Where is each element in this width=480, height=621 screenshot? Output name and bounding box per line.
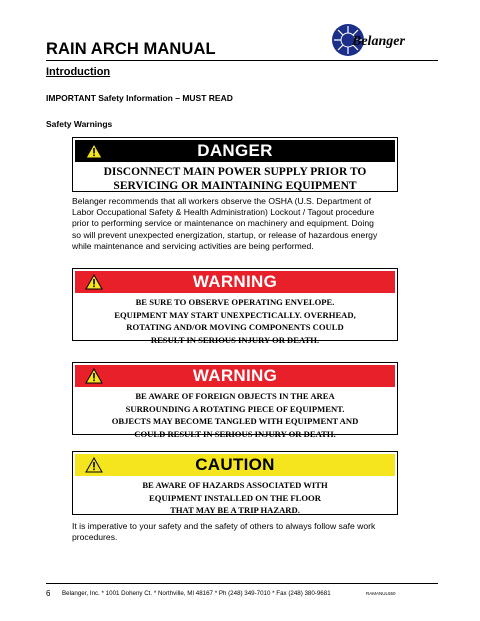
paragraph-line: It is imperative to your safety and the safety of others to always follow safe work	[72, 521, 376, 531]
caution-band	[75, 454, 395, 476]
footer-address: Belanger, Inc. * 1001 Doheny Ct. * Northville, MI 48167 * Ph (248) 349-7010 * Fax (248) 380-9681	[62, 590, 331, 597]
paragraph-line: while maintenance and servicing activities are being performed.	[72, 240, 314, 251]
warning-label: WARNING	[192, 366, 278, 385]
warning-line: BE SURE TO OBSERVE OPERATING ENVELOPE.	[135, 297, 335, 307]
warning-triangle-icon	[85, 368, 103, 384]
caution-label: CAUTION	[195, 455, 275, 474]
section-safety-warnings: Safety Warnings	[46, 119, 113, 129]
warning-triangle-icon	[85, 274, 103, 290]
header-rule	[46, 60, 438, 61]
paragraph-line: Belanger recommends that all workers observe the OSHA (U.S. Department of	[72, 196, 372, 206]
belanger-logo-mark	[330, 18, 422, 62]
warning-line: OBJECTS MAY BECOME TANGLED WITH EQUIPMENT AND	[111, 416, 359, 426]
warning-band	[75, 365, 395, 387]
section-introduction: Introduction	[46, 66, 111, 78]
caution-line: THAT MAY BE A TRIP HAZARD.	[170, 505, 300, 515]
belanger-logo	[330, 18, 422, 62]
logo-text: Belanger	[352, 34, 405, 49]
caution-message	[73, 476, 397, 521]
warning-line: SURROUNDING A ROTATING PIECE OF EQUIPMENT.	[125, 403, 345, 414]
danger-label: DANGER	[197, 141, 273, 160]
paragraph-line: Labor Occupational Safety & Health Administration) Lockout / Tagout procedure	[72, 207, 375, 218]
danger-line: DISCONNECT MAIN POWER SUPPLY PRIOR TO	[103, 166, 367, 178]
danger-line: SERVICING OR MAINTAINING EQUIPMENT	[113, 180, 357, 192]
paragraph-line: so will prevent unexpected energization, startup, or release of hazardous energy	[72, 229, 378, 240]
warning-line: EQUIPMENT MAY START UNEXPECTICALLY. OVERHEAD,	[114, 309, 356, 320]
warning-line: COULD RESULT IN SERIOUS INJURY OR DEATH.	[134, 428, 336, 439]
caution-notice	[72, 451, 398, 515]
paragraph-line: prior to performing service or maintenance on machinery and equipment. Doing	[72, 218, 374, 229]
paragraph-line: procedures.	[72, 532, 118, 543]
warning-band	[75, 271, 395, 293]
danger-message	[73, 162, 397, 197]
document-code: RAMANUL650	[366, 591, 396, 596]
warning-label: WARNING	[192, 272, 278, 291]
danger-band	[75, 140, 395, 162]
danger-notice	[72, 137, 398, 192]
warning-line: BE AWARE OF FOREIGN OBJECTS IN THE AREA	[135, 391, 335, 401]
warning-message	[73, 387, 397, 444]
warning-notice-foreign-objects	[72, 362, 398, 439]
warning-message	[73, 293, 397, 350]
caution-line: BE AWARE OF HAZARDS ASSOCIATED WITH	[142, 480, 328, 490]
warning-triangle-icon	[85, 457, 103, 473]
lockout-paragraph	[72, 196, 407, 252]
warning-triangle-icon	[85, 143, 103, 159]
footer-rule	[46, 583, 438, 584]
page-number: 6	[46, 589, 51, 598]
imperative-paragraph	[72, 521, 407, 543]
warning-notice-envelope	[72, 268, 398, 345]
warning-line: ROTATING AND/OR MOVING COMPONENTS COULD	[126, 322, 344, 332]
page-title: RAIN ARCH MANUAL	[46, 40, 216, 58]
section-important: IMPORTANT Safety Information – MUST READ	[46, 93, 233, 103]
warning-line: RESULT IN SERIOUS INJURY OR DEATH.	[150, 334, 320, 345]
caution-line: EQUIPMENT INSTALLED ON THE FLOOR	[149, 492, 321, 503]
